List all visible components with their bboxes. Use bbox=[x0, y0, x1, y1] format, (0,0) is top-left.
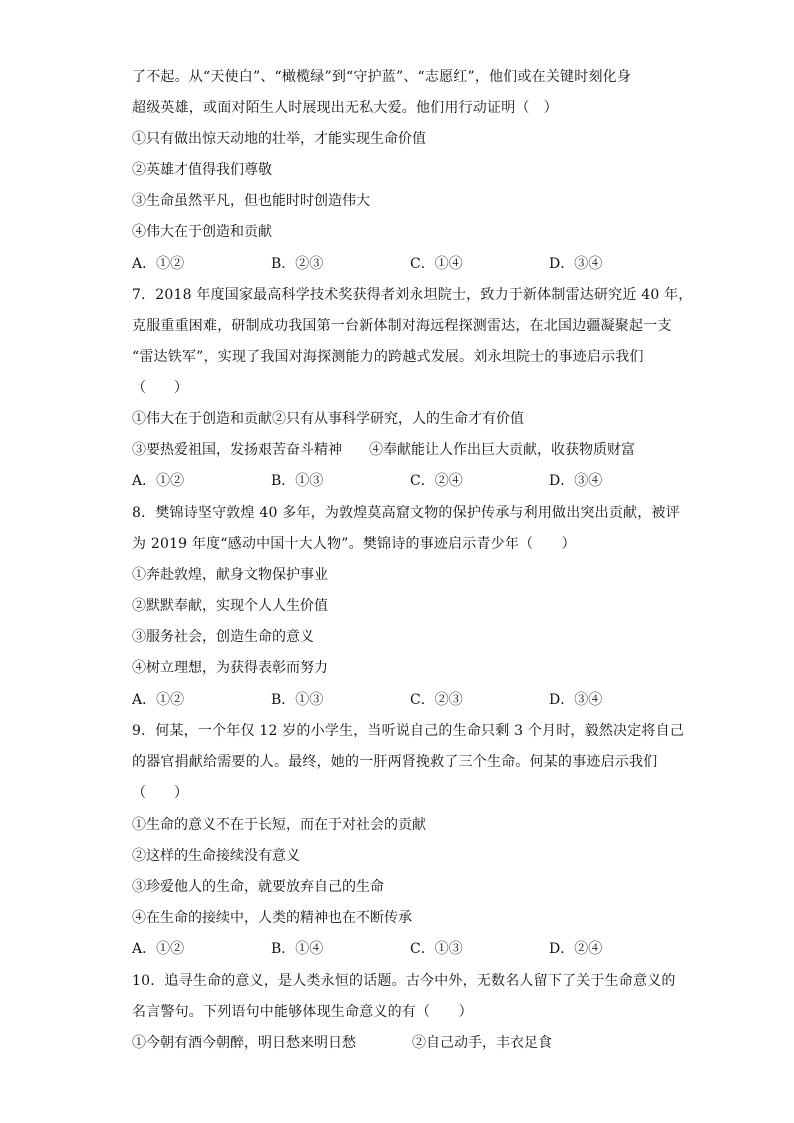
q8-stem-line-2: 为 2019 年度“感动中国十大人物”。樊锦诗的事迹启示青少年（ ） bbox=[132, 536, 576, 552]
q9-option-c: C．①③ bbox=[410, 941, 463, 957]
q8-item-1: ①奔赴敦煌，献身文物保护事业 bbox=[132, 567, 328, 583]
q6-item-4: ④伟大在于创造和贡献 bbox=[132, 224, 272, 240]
q6-item-3: ③生命虽然平凡，但也能时时创造伟大 bbox=[132, 193, 370, 209]
q8-option-d: D．③④ bbox=[549, 692, 603, 708]
q9-item-3: ③珍爱他人的生命，就要放弃自己的生命 bbox=[132, 879, 384, 895]
q10-item-2: ②自己动手，丰衣足食 bbox=[412, 1035, 552, 1051]
q7-option-c: C．②④ bbox=[410, 473, 463, 489]
q7-option-d: D．③④ bbox=[549, 473, 603, 489]
q8-option-b: B．①③ bbox=[271, 692, 324, 708]
q9-answer-bracket: （ ） bbox=[132, 785, 188, 801]
q7-option-b: B．①③ bbox=[271, 473, 324, 489]
q10-stem-line-2: 名言警句。下列语句中能够体现生命意义的有（ ） bbox=[132, 1004, 473, 1020]
q9-option-b: B．①④ bbox=[271, 941, 324, 957]
q7-items-line-1: ①伟大在于创造和贡献②只有从事科学研究，人的生命才有价值 bbox=[132, 411, 524, 427]
q6-option-a: A．①② bbox=[132, 256, 185, 272]
q10-stem-line-1: 10．追寻生命的意义，是人类永恒的话题。古今中外，无数名人留下了关于生命意义的 bbox=[132, 973, 676, 989]
q10-item-1: ①今朝有酒今朝醉，明日愁来明日愁 bbox=[132, 1035, 356, 1051]
q7-stem-line-2: 克服重重困难，研制成功我国第一台新体制对海远程探测雷达，在北国边疆凝聚起一支 bbox=[132, 318, 672, 334]
q6-stem-line-2: 超级英雄，或面对陌生人时展现出无私大爱。他们用行动证明（ ） bbox=[132, 100, 558, 116]
q7-stem-line-1: 7．2018 年度国家最高科学技术奖获得者刘永坦院士，致力于新体制雷达研究近 40 年， bbox=[132, 287, 693, 303]
q8-item-4: ④树立理想，为获得表彰而努力 bbox=[132, 660, 328, 676]
q7-item-4: ④奉献能让人作出巨大贡献，收获物质财富 bbox=[369, 442, 635, 458]
q8-option-a: A．①② bbox=[132, 692, 185, 708]
q6-stem-line-1: 了不起。从“天使白”、“橄榄绿”到“守护蓝”、“志愿红”，他们或在关键时刻化身 bbox=[132, 69, 632, 85]
q8-option-c: C．②③ bbox=[410, 692, 463, 708]
q8-item-2: ②默默奉献，实现个人人生价值 bbox=[132, 598, 328, 614]
q6-item-1: ①只有做出惊天动地的壮举，才能实现生命价值 bbox=[132, 131, 426, 147]
q9-item-4: ④在生命的接续中，人类的精神也在不断传承 bbox=[132, 910, 412, 926]
q7-answer-bracket: （ ） bbox=[132, 380, 188, 396]
q8-stem-line-1: 8．樊锦诗坚守敦煌 40 多年，为敦煌莫高窟文物的保护传承与利用做出突出贡献，被评 bbox=[132, 505, 680, 521]
q7-stem-line-3: “雷达铁军”，实现了我国对海探测能力的跨越式发展。刘永坦院士的事迹启示我们 bbox=[132, 349, 644, 365]
q6-option-d: D．③④ bbox=[549, 256, 603, 272]
q8-item-3: ③服务社会，创造生命的意义 bbox=[132, 629, 314, 645]
q9-item-2: ②这样的生命接续没有意义 bbox=[132, 848, 300, 864]
q6-option-b: B．②③ bbox=[271, 256, 324, 272]
q7-option-a: A．①② bbox=[132, 473, 185, 489]
q7-item-3: ③要热爱祖国，发扬艰苦奋斗精神 bbox=[132, 442, 342, 458]
q9-stem-line-1: 9．何某，一个年仅 12 岁的小学生，当听说自己的生命只剩 3 个月时，毅然决定将自己 bbox=[132, 723, 685, 739]
q6-item-2: ②英雄才值得我们尊敬 bbox=[132, 162, 272, 178]
q6-option-c: C．①④ bbox=[410, 256, 463, 272]
q9-option-d: D．②④ bbox=[549, 941, 603, 957]
q9-item-1: ①生命的意义不在于长短，而在于对社会的贡献 bbox=[132, 817, 426, 833]
q9-option-a: A．①② bbox=[132, 941, 185, 957]
q9-stem-line-2: 的器官捐献给需要的人。最终，她的一肝两肾挽救了三个生命。何某的事迹启示我们 bbox=[132, 754, 658, 770]
